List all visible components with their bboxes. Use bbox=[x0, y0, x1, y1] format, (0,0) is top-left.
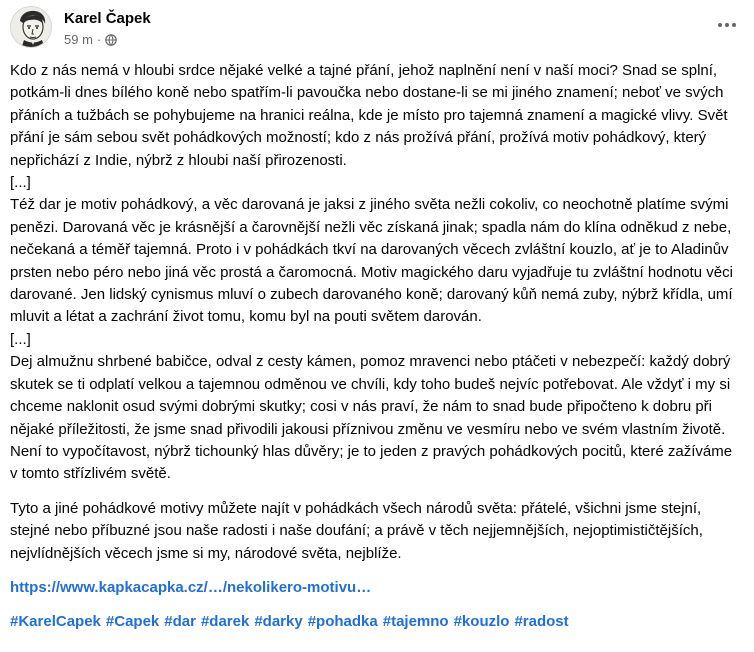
post-body bbox=[10, 60, 740, 634]
hashtag[interactable]: #dar bbox=[164, 613, 196, 631]
hashtag[interactable]: #pohadka bbox=[307, 613, 378, 631]
hashtag[interactable]: #radost bbox=[514, 613, 569, 631]
globe-icon bbox=[105, 34, 117, 46]
article-link[interactable]: https://www.kapkacapka.cz/…/nekolikero-motivu… bbox=[10, 578, 372, 596]
author-name[interactable]: Karel Čapek bbox=[64, 10, 151, 27]
author-portrait-icon bbox=[11, 7, 52, 48]
hashtag[interactable]: #KarelCapek bbox=[10, 613, 101, 631]
post-header bbox=[10, 6, 744, 50]
meta-separator: · bbox=[96, 32, 102, 47]
avatar[interactable] bbox=[10, 6, 52, 48]
hashtag[interactable]: #darky bbox=[254, 613, 303, 631]
post-timestamp[interactable]: 59 m bbox=[64, 32, 93, 47]
post-paragraph: Tyto a jiné pohádkové motivy můžete najít v pohádkách všech národů světa: přátelé, všichni jsme stejní, stejné nebo příbuzné jsou naše radosti i naše doufání; a právě v těch nejjemnějších, nejoptimističtějších, nejvlídnějších věcech jsme si my, národové světa, nejblíže. bbox=[10, 499, 703, 562]
more-options-icon[interactable] bbox=[712, 10, 742, 40]
hashtag[interactable]: #kouzlo bbox=[453, 613, 510, 631]
post-meta bbox=[64, 32, 117, 47]
hashtag-list bbox=[10, 611, 740, 633]
hashtag[interactable]: #Capek bbox=[105, 613, 160, 631]
post-paragraph: Kdo z nás nemá v hloubi srdce nějaké velké a tajné přání, jehož naplnění není v naší moci? Snad se splní, potkám-li dnes bílého koně nebo spatřím-li pavoučka nebo dostane-li se mi jiného znamení; neboť ve svých přáních a tužbách se pohybujeme na hranici reálna, kde je místo pro tajemná znamení a magické vlivy. Svět přání je sám sebou svět pohádkových možností; kdo z nás prožívá přání, prožívá motiv pohádkový, který nepřichází z Indie, nýbrž z hloubi naší přirozenosti. [...] Též dar je motiv pohádkový, a věc darovaná je jaksi z jiného světa nežli cokoliv, co neochotně platíme svými penězi. Darovaná věc je krásnější a čarovnější nežli věc získaná jinak; spadla nám do klína odněkud z nebe, nečekaná a téměř tajemná. Proto i v pohádkách tkví na darovaných věcech zvláštní kouzlo, ať je to Aladinův prsten nebo péro nebo jiná věc prostá a čaromocná. Motiv magického daru vyjadřuje tu zvláštní hodnotu věci darované. Jen lidský cynismus mluví o zubech darovaného koně; darovaný kůň nemá zuby, nýbrž křídla, umí mluvit a létat a zachrání život tomu, komu byl na pouti světem darován. [...] Dej almužnu shrbené babičce, odval z cesty kámen, pomoz mravenci nebo ptáčeti v nebezpečí: každý dobrý skutek se ti odplatí velkou a tajemnou odměnou ve chvíli, kdy toho budeš nejvíc potřebovat. Ale vždyť i my si chceme naklonit osud svými dobrými skutky; cosi v nás praví, že nám to snad bude připočteno k dobru při nějaké příležitosti, že jsme snad přivodili jakousi příznivou změnu ve vesmíru nebo ve svém vlastním životě. Není to vypočítavost, nýbrž tichounký hlas důvěry; je to jeden z pravých pohádkových pocitů, které zažíváme v tomto střízlivém světě. bbox=[10, 62, 733, 483]
hashtag[interactable]: #tajemno bbox=[382, 613, 449, 631]
hashtag[interactable]: #darek bbox=[200, 613, 250, 631]
